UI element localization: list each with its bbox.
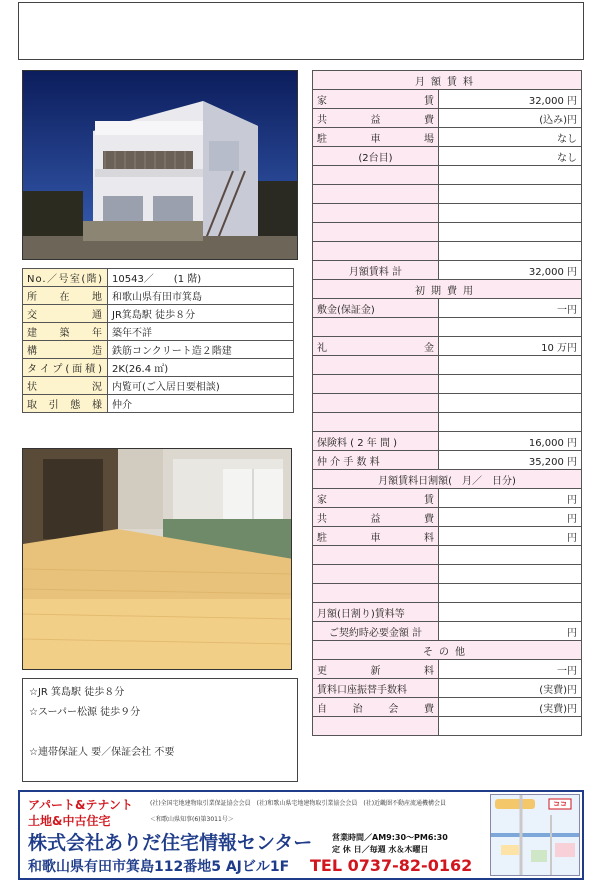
fee-value: 円 xyxy=(439,622,582,641)
fee-row xyxy=(313,147,582,166)
fee-row xyxy=(313,432,582,451)
info-value: 10543／ (1 階) xyxy=(108,269,294,287)
interior-photo xyxy=(22,448,292,670)
info-value: JR箕島駅 徒歩８分 xyxy=(108,305,294,323)
fee-value: 10 万円 xyxy=(439,337,582,356)
fee-value: 円 xyxy=(439,527,582,546)
info-row xyxy=(23,305,294,323)
fee-key: 共 益 費 xyxy=(317,114,434,126)
info-key: 取 引 態 様 xyxy=(23,395,108,413)
section-daily: 月額賃料日割額( 月／ 日分) xyxy=(313,470,582,489)
fee-value: 35,200 円 xyxy=(439,451,582,470)
fee-key: 更 新 料 xyxy=(317,665,434,677)
monthly-total-label: 月額賃料 計 xyxy=(313,261,439,280)
fee-key: 家 賃 xyxy=(317,494,434,506)
fee-key: 駐 車 料 xyxy=(317,532,434,544)
fee-key: 保険料 ( 2 年 間 ) xyxy=(313,432,439,451)
fee-key: 礼 金 xyxy=(317,342,434,354)
fee-value: 一円 xyxy=(439,299,582,318)
info-value: 和歌山県有田市箕島 xyxy=(108,287,294,305)
fee-key: 共 益 費 xyxy=(317,513,434,525)
fee-key: ご契約時必要金額 計 xyxy=(313,622,439,641)
fee-key: 自 治 会 費 xyxy=(317,703,434,715)
fee-row xyxy=(313,489,582,508)
fee-row xyxy=(313,299,582,318)
info-value: 2K(26.4 ㎡) xyxy=(108,359,294,377)
fee-row xyxy=(313,603,582,622)
map-image xyxy=(490,794,580,876)
fee-key: 駐 車 場 xyxy=(317,133,434,145)
fee-row xyxy=(313,451,582,470)
fee-value: 16,000 円 xyxy=(439,432,582,451)
title-box xyxy=(18,2,584,60)
fee-key: 月額(日割り)賃料等 xyxy=(313,603,439,622)
tagline-1: アパート&テナント xyxy=(28,798,133,812)
building-photo-image xyxy=(23,71,298,260)
fee-key: 敷金(保証金) xyxy=(313,299,439,318)
property-info-table xyxy=(22,268,294,413)
company-tel: TEL 0737-82-0162 xyxy=(310,856,473,875)
tagline-2: 土地&中古住宅 xyxy=(28,814,111,828)
fee-row xyxy=(313,508,582,527)
fee-key: (2台目) xyxy=(313,147,439,166)
info-row xyxy=(23,395,294,413)
fee-value: 円 xyxy=(439,508,582,527)
fee-row xyxy=(313,698,582,717)
info-value: 仲介 xyxy=(108,395,294,413)
fee-row xyxy=(313,109,582,128)
info-row xyxy=(23,359,294,377)
map-here-label: ココ xyxy=(553,800,567,808)
fee-value: 円 xyxy=(439,489,582,508)
access-line: ☆JR 箕島駅 徒歩８分 xyxy=(29,687,125,698)
fee-value: 32,000 円 xyxy=(439,90,582,109)
association-text: (社)全国宅地建物取引業保証協会会員 (社)和歌山県宅地建物取引業協会会員 (社)近畿圏不動産流通機構会員 xyxy=(150,800,447,807)
fee-row xyxy=(313,660,582,679)
company-address: 和歌山県有田市箕島112番地5 AJビル1F xyxy=(28,859,290,875)
info-value: 内覧可(ご入居日要相談) xyxy=(108,377,294,395)
fee-value: 一円 xyxy=(439,660,582,679)
fee-value: なし xyxy=(439,147,582,166)
section-monthly: 月額賃料 xyxy=(313,71,582,90)
fee-key: 家 賃 xyxy=(317,95,434,107)
info-row xyxy=(23,341,294,359)
license-text: ＜和歌山県知事(6)第3011号＞ xyxy=(150,816,234,823)
fee-value: (込み)円 xyxy=(439,109,582,128)
fee-value: (実費)円 xyxy=(439,679,582,698)
fee-row xyxy=(313,527,582,546)
info-key: No.／号室(階) xyxy=(23,269,108,287)
spacer xyxy=(29,723,291,743)
building-photo xyxy=(22,70,298,260)
info-key: 構 造 xyxy=(23,341,108,359)
info-row xyxy=(23,323,294,341)
fee-row xyxy=(313,90,582,109)
info-row xyxy=(23,377,294,395)
fee-value: (実費)円 xyxy=(439,698,582,717)
interior-photo-image xyxy=(23,449,292,670)
fee-row xyxy=(313,622,582,641)
section-initial: 初期費用 xyxy=(313,280,582,299)
info-value: 鉄筋コンクリート造２階建 xyxy=(108,341,294,359)
info-key: 状 況 xyxy=(23,377,108,395)
company-name: 株式会社ありだ住宅情報センター xyxy=(28,832,313,854)
fee-row xyxy=(313,337,582,356)
info-value: 築年不詳 xyxy=(108,323,294,341)
info-key: 所 在 地 xyxy=(23,287,108,305)
fee-row xyxy=(313,128,582,147)
access-notes xyxy=(22,678,298,782)
info-key: 交 通 xyxy=(23,305,108,323)
fee-key: 仲 介 手 数 料 xyxy=(313,451,439,470)
info-row xyxy=(23,269,294,287)
company-footer xyxy=(18,790,584,880)
info-row xyxy=(23,287,294,305)
monthly-total-value: 32,000 円 xyxy=(439,261,582,280)
fee-value: なし xyxy=(439,128,582,147)
info-key: タイプ(面積) xyxy=(23,359,108,377)
section-other: その他 xyxy=(313,641,582,660)
fee-row xyxy=(313,679,582,698)
info-key: 建 築 年 xyxy=(23,323,108,341)
business-hours: 営業時間／AM9:30〜PM6:30 xyxy=(332,833,448,842)
holiday-text: 定 休 日／毎週 水＆木曜日 xyxy=(332,845,429,854)
fee-key: 賃料口座振替手数料 xyxy=(313,679,439,698)
access-line: ☆連帯保証人 要／保証会社 不要 xyxy=(29,747,175,758)
fee-table xyxy=(312,70,582,736)
access-line: ☆スーパー松源 徒歩９分 xyxy=(29,707,141,718)
